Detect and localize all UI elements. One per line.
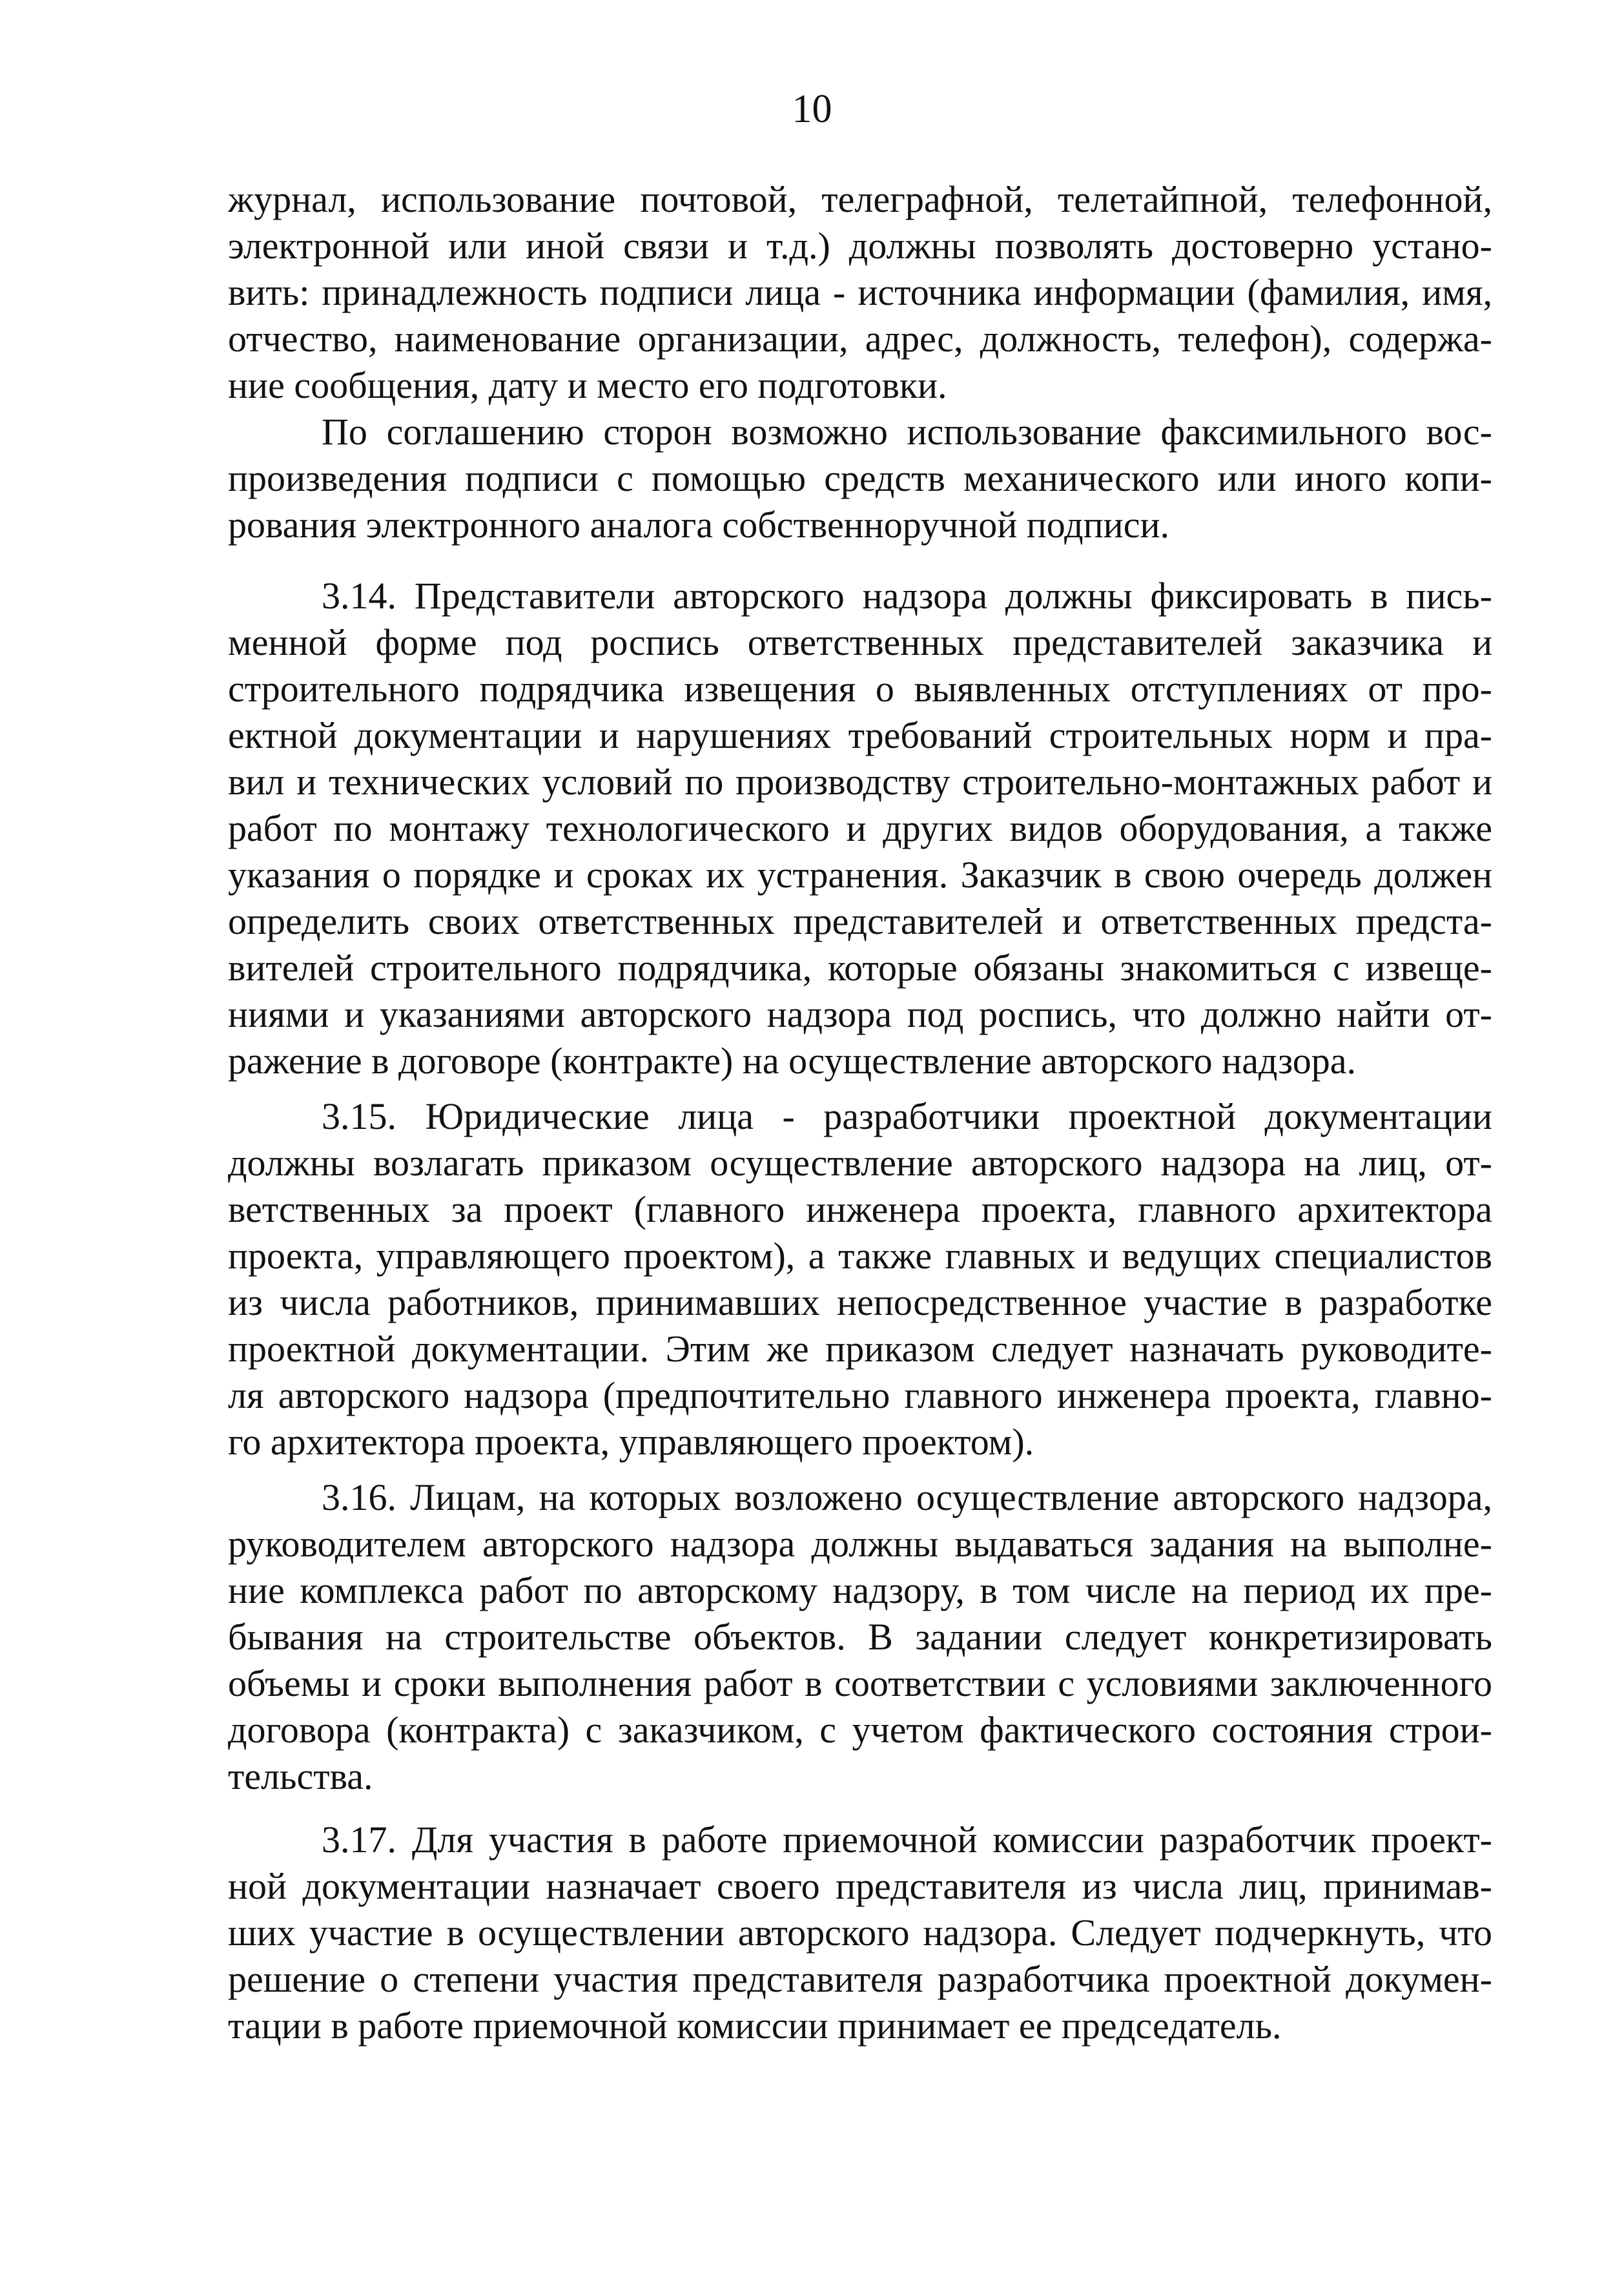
text-line: менной форме под роспись ответственных представителей заказчика и — [228, 621, 1492, 663]
text-line: руководителем авторского надзора должны выдаваться задания на выполне- — [228, 1523, 1492, 1565]
text-line: тельства. — [228, 1755, 373, 1797]
text-line: из числа работников, принимавших непосредственное участие в разработке — [228, 1281, 1492, 1323]
text-line: должны возлагать приказом осуществление авторского надзора на лиц, от- — [228, 1142, 1492, 1184]
text-line: 3.15. Юридические лица - разработчики проектной документации — [322, 1095, 1492, 1137]
text-line: ние сообщения, дату и место его подготовки. — [228, 364, 947, 406]
text-line: вил и технических условий по производству строительно-монтажных работ и — [228, 761, 1492, 803]
text-line: По соглашению сторон возможно использование факсимильного вос- — [322, 411, 1492, 453]
text-line: работ по монтажу технологического и других видов оборудования, а также — [228, 807, 1492, 849]
text-line: проекта, управляющего проектом), а также главных и ведущих специалистов — [228, 1235, 1492, 1277]
text-line: проектной документации. Этим же приказом следует назначать руководите- — [228, 1328, 1492, 1370]
text-line: го архитектора проекта, управляющего проектом). — [228, 1421, 1034, 1463]
text-line: ветственных за проект (главного инженера проекта, главного архитектора — [228, 1188, 1492, 1230]
text-line: 3.17. Для участия в работе приемочной комиссии разработчик проект- — [322, 1819, 1492, 1861]
text-line: указания о порядке и сроках их устранения. Заказчик в свою очередь должен — [228, 854, 1492, 896]
text-line: ектной документации и нарушениях требований строительных норм и пра- — [228, 714, 1492, 756]
text-line: договора (контракта) с заказчиком, с учетом фактического состояния строи- — [228, 1709, 1492, 1751]
text-line: решение о степени участия представителя разработчика проектной докумен- — [228, 1958, 1492, 2000]
text-line: ниями и указаниями авторского надзора под роспись, что должно найти от- — [228, 993, 1492, 1035]
text-line: 3.14. Представители авторского надзора должны фиксировать в пись- — [322, 575, 1492, 617]
text-line: бывания на строительстве объектов. В задании следует конкретизировать — [228, 1616, 1492, 1658]
paragraph-3-14 — [228, 573, 1492, 1084]
paragraph-3-15 — [228, 1093, 1492, 1465]
text-line: рования электронного аналога собственноручной подписи. — [228, 504, 1169, 546]
text-line: ние комплекса работ по авторскому надзору, в том числе на период их пре- — [228, 1569, 1492, 1611]
page-number: 10 — [792, 87, 832, 131]
text-line: электронной или иной связи и т.д.) должны позволять достоверно устано- — [228, 225, 1492, 267]
paragraph-3-17 — [228, 1817, 1492, 2049]
text-line: ной документации назначает своего представителя из числа лиц, принимав- — [228, 1865, 1492, 1907]
text-line: объемы и сроки выполнения работ в соответствии с условиями заключенного — [228, 1662, 1492, 1704]
text-line: определить своих ответственных представителей и ответственных предста- — [228, 900, 1492, 942]
text-line: журнал, использование почтовой, телеграфной, телетайпной, телефонной, — [228, 178, 1492, 220]
paragraph-facsimile — [228, 409, 1492, 548]
text-line: ших участие в осуществлении авторского надзора. Следует подчеркнуть, что — [228, 1912, 1492, 1954]
text-line: вителей строительного подрядчика, которые обязаны знакомиться с извеще- — [228, 947, 1492, 989]
text-line: 3.16. Лицам, на которых возложено осуществление авторского надзора, — [322, 1476, 1492, 1518]
text-line: произведения подписи с помощью средств механического или иного копи- — [228, 457, 1492, 499]
text-line: строительного подрядчика извещения о выявленных отступлениях от про- — [228, 668, 1492, 710]
paragraph-continuation — [228, 176, 1492, 409]
text-line: вить: принадлежность подписи лица - источника информации (фамилия, имя, — [228, 271, 1492, 313]
text-line: ражение в договоре (контракте) на осуществление авторского надзора. — [228, 1040, 1356, 1082]
text-line: ля авторского надзора (предпочтительно главного инженера проекта, главно- — [228, 1374, 1492, 1416]
text-line: тации в работе приемочной комиссии принимает ее председатель. — [228, 2005, 1282, 2047]
paragraph-3-16 — [228, 1474, 1492, 1800]
text-line: отчество, наименование организации, адрес, должность, телефон), содержа- — [228, 318, 1492, 360]
